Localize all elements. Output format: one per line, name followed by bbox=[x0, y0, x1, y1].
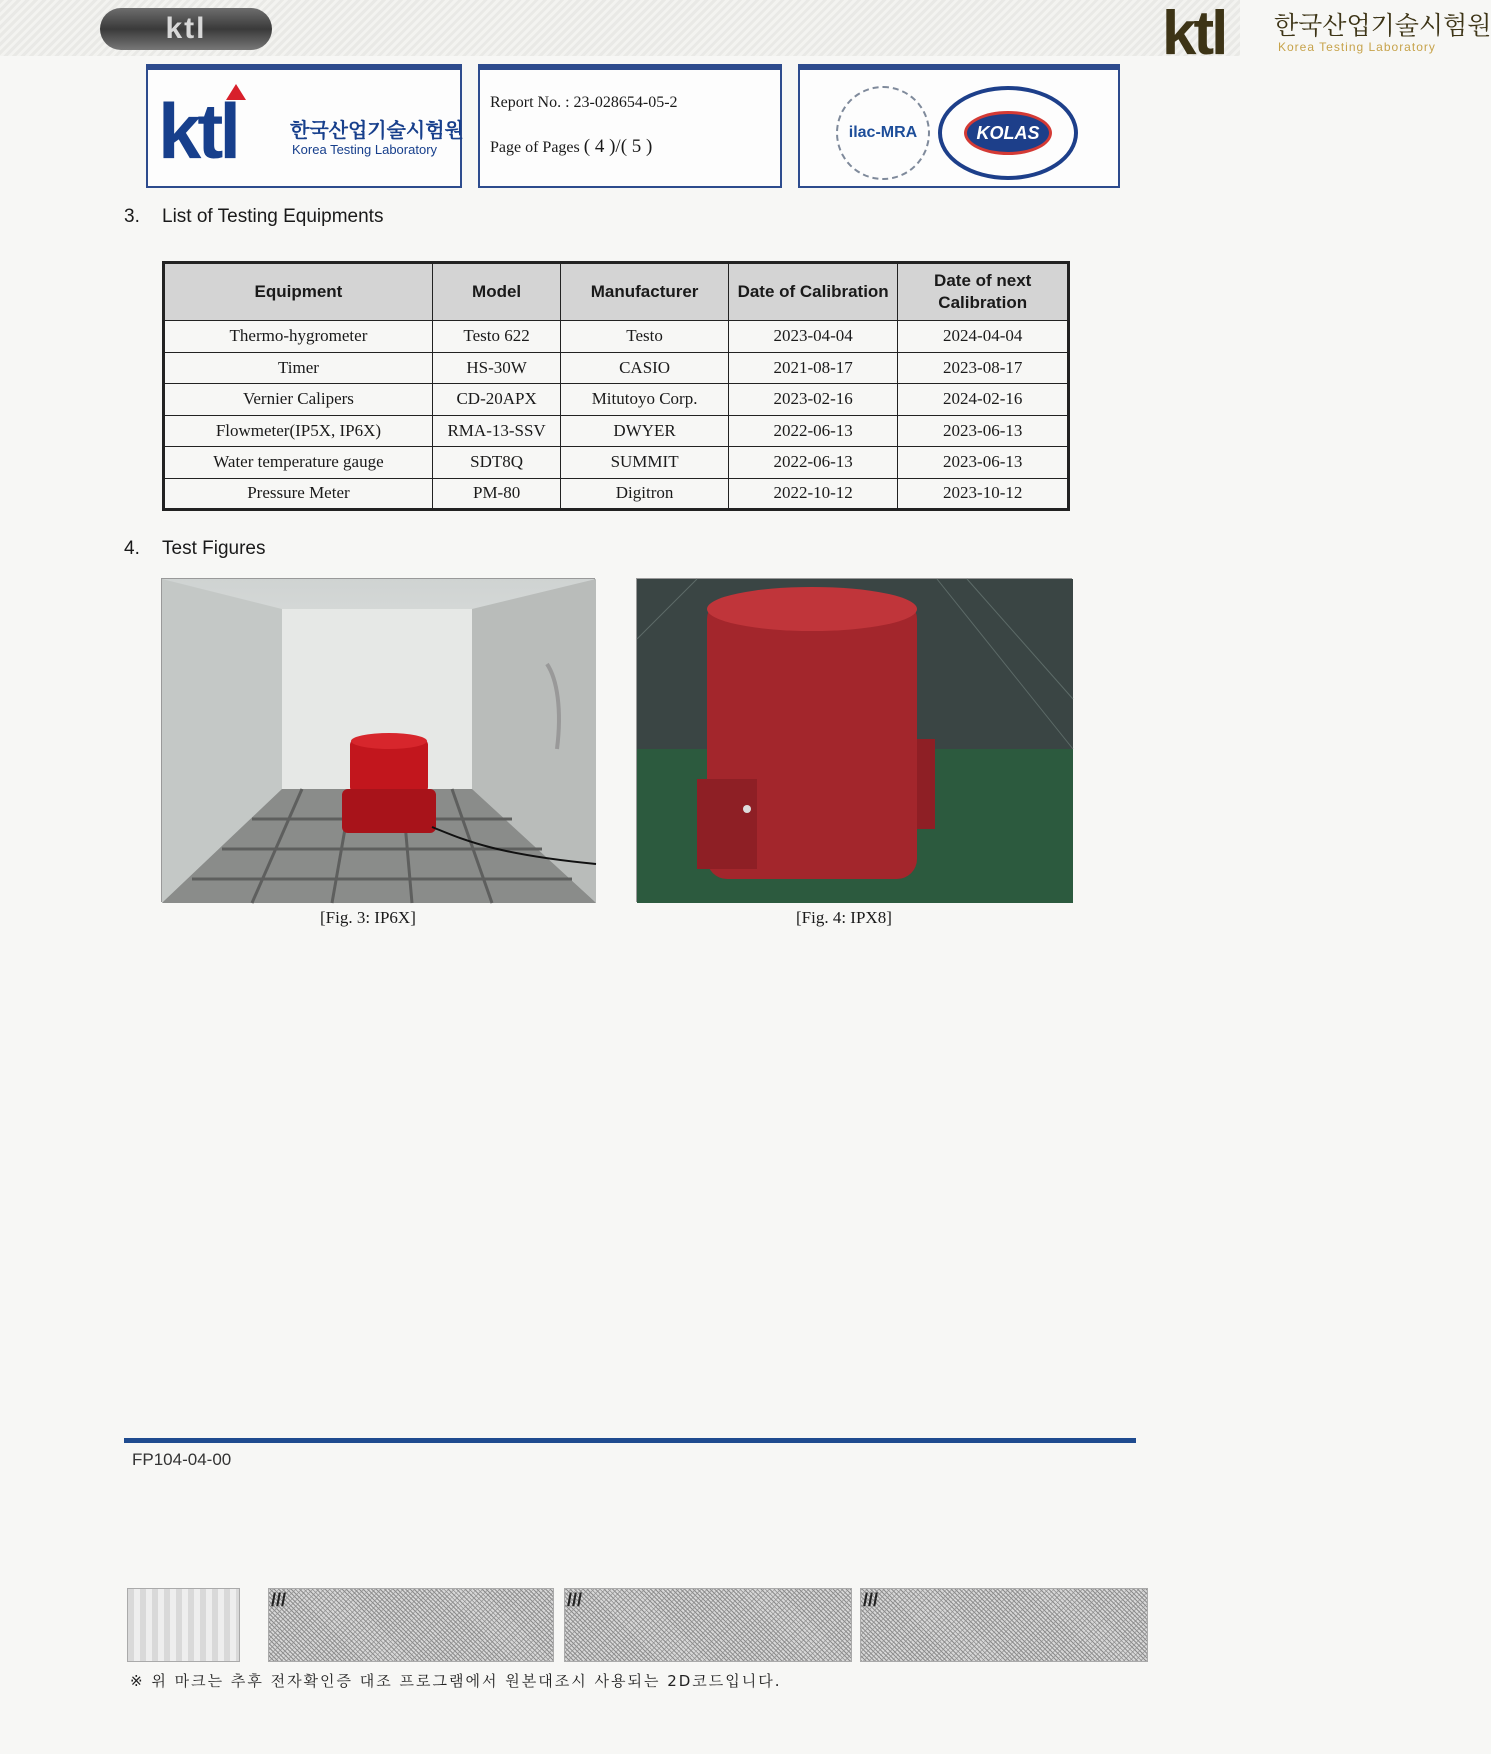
column-header: Date of next Calibration bbox=[898, 263, 1069, 321]
column-header: Equipment bbox=[164, 263, 433, 321]
ilac-mra-logo bbox=[836, 86, 930, 180]
figure-ip6x-photo bbox=[161, 578, 595, 902]
table-cell: Testo 622 bbox=[432, 321, 560, 353]
table-cell: HS-30W bbox=[432, 352, 560, 384]
report-number-label: Report No. : bbox=[490, 94, 570, 111]
form-code: FP104-04-00 bbox=[132, 1450, 232, 1469]
section-3-number: 3. bbox=[124, 206, 140, 227]
header-certification-box bbox=[798, 64, 1120, 188]
table-cell: SUMMIT bbox=[561, 447, 729, 479]
ipx8-immersion-tank-image bbox=[637, 579, 1073, 903]
header-report-box bbox=[478, 64, 782, 188]
table-row bbox=[164, 321, 1069, 353]
page-number-line bbox=[490, 136, 652, 158]
table-cell: 2022-06-13 bbox=[728, 447, 898, 479]
kolas-text: KOLAS bbox=[964, 111, 1052, 155]
table-cell: Thermo-hygrometer bbox=[164, 321, 433, 353]
table-cell: Mitutoyo Corp. bbox=[561, 384, 729, 416]
table-cell: CD-20APX bbox=[432, 384, 560, 416]
figure-4-caption: [Fig. 4: IPX8] bbox=[796, 908, 892, 927]
ktl-logo-letters: ktl bbox=[158, 87, 238, 175]
table-cell: Vernier Calipers bbox=[164, 384, 433, 416]
table-cell: Water temperature gauge bbox=[164, 447, 433, 479]
arrow-up-icon bbox=[226, 84, 246, 100]
table-row bbox=[164, 352, 1069, 384]
table-cell: 2021-08-17 bbox=[728, 352, 898, 384]
table-row bbox=[164, 478, 1069, 510]
table-row bbox=[164, 415, 1069, 447]
kolas-logo bbox=[938, 86, 1078, 180]
table-cell: Timer bbox=[164, 352, 433, 384]
report-number-line bbox=[490, 94, 678, 112]
figure-ipx8-photo bbox=[636, 578, 1072, 902]
verification-notice: ※ 위 마크는 추후 전자확인증 대조 프로그램에서 원본대조시 사용되는 2D코드입니다. bbox=[130, 1672, 782, 1690]
code-marker-icon: /// bbox=[567, 1590, 583, 1610]
table-cell: 2023-06-13 bbox=[898, 447, 1069, 479]
header-logo-box bbox=[146, 64, 462, 188]
table-cell: 2023-04-04 bbox=[728, 321, 898, 353]
table-cell: 2022-10-12 bbox=[728, 478, 898, 510]
2d-verification-code bbox=[564, 1588, 852, 1662]
ip6x-test-chamber-image bbox=[162, 579, 596, 903]
column-header: Model bbox=[432, 263, 560, 321]
top-logo-letters: ktl bbox=[1162, 0, 1226, 68]
column-header: Manufacturer bbox=[561, 263, 729, 321]
table-row bbox=[164, 384, 1069, 416]
column-header: Date of Calibration bbox=[728, 263, 898, 321]
table-cell: Digitron bbox=[561, 478, 729, 510]
table-header-row bbox=[164, 263, 1069, 321]
table-cell: 2023-02-16 bbox=[728, 384, 898, 416]
table-cell: Flowmeter(IP5X, IP6X) bbox=[164, 415, 433, 447]
table-cell: DWYER bbox=[561, 415, 729, 447]
2d-verification-code bbox=[860, 1588, 1148, 1662]
2d-verification-code bbox=[268, 1588, 554, 1662]
ktl-logo-korean: 한국산업기술시험원 bbox=[290, 118, 464, 142]
code-marker-icon: /// bbox=[271, 1590, 287, 1610]
figure-3-caption: [Fig. 3: IP6X] bbox=[320, 908, 416, 927]
table-cell: SDT8Q bbox=[432, 447, 560, 479]
table-cell: RMA-13-SSV bbox=[432, 415, 560, 447]
table-cell: PM-80 bbox=[432, 478, 560, 510]
table-row bbox=[164, 447, 1069, 479]
table-cell: 2023-08-17 bbox=[898, 352, 1069, 384]
table-cell: Pressure Meter bbox=[164, 478, 433, 510]
section-4-heading bbox=[124, 538, 265, 560]
top-logo-korean: 한국산업기술시험원 bbox=[1274, 11, 1491, 40]
security-hologram-stamp: ktl bbox=[100, 8, 272, 50]
section-4-number: 4. bbox=[124, 538, 140, 559]
table-cell: Testo bbox=[561, 321, 729, 353]
table-cell: 2023-10-12 bbox=[898, 478, 1069, 510]
report-number-value: 23-028654-05-2 bbox=[573, 94, 678, 111]
ilac-mra-text: ilac-MRA bbox=[848, 124, 918, 141]
footer-divider bbox=[124, 1438, 1136, 1443]
ktl-logo-english: Korea Testing Laboratory bbox=[292, 142, 438, 157]
hologram-mark bbox=[127, 1588, 240, 1662]
table-cell: 2023-06-13 bbox=[898, 415, 1069, 447]
section-3-title: List of Testing Equipments bbox=[162, 206, 384, 227]
table-cell: 2024-04-04 bbox=[898, 321, 1069, 353]
section-3-heading bbox=[124, 206, 383, 228]
table-cell: 2022-06-13 bbox=[728, 415, 898, 447]
equipment-table bbox=[162, 261, 1070, 511]
code-marker-icon: /// bbox=[863, 1590, 879, 1610]
page-value: ( 4 )/( 5 ) bbox=[583, 136, 653, 157]
table-cell: 2024-02-16 bbox=[898, 384, 1069, 416]
section-4-title: Test Figures bbox=[162, 538, 266, 559]
top-logo-english: Korea Testing Laboratory bbox=[1278, 40, 1436, 54]
page-label: Page of Pages bbox=[490, 139, 580, 156]
table-cell: CASIO bbox=[561, 352, 729, 384]
